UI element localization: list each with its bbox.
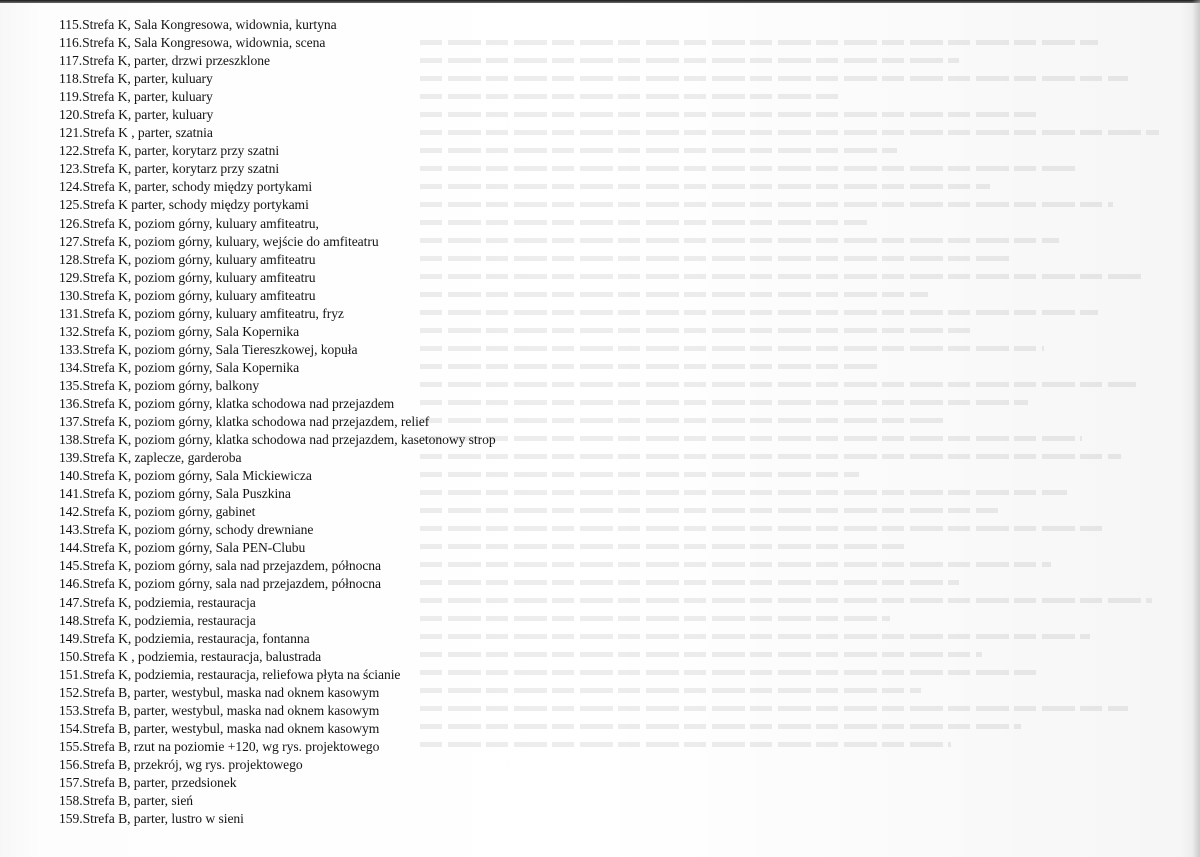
list-item: 119.Strefa K, parter, kuluary (59, 89, 213, 105)
list-item: 152.Strefa B, parter, westybul, maska nad oknem kasowym (59, 684, 380, 700)
bleed-through-line (420, 382, 1136, 387)
bleed-through-line (420, 706, 1128, 711)
list-item: 117.Strefa K, parter, drzwi przeszklone (59, 53, 271, 69)
list-item: 147.Strefa K, podziemia, restauracja (59, 594, 256, 610)
list-item: 128.Strefa K, poziom górny, kuluary amfiteatru (59, 251, 316, 267)
bleed-through-line (420, 346, 1044, 351)
bleed-through-line (420, 652, 982, 657)
bleed-through-line (420, 292, 928, 297)
list-item: 157.Strefa B, parter, przedsionek (59, 774, 237, 790)
bleed-through-line (420, 526, 1105, 531)
bleed-through-line (420, 310, 1098, 315)
bleed-through-line (420, 490, 1067, 495)
list-item: 120.Strefa K, parter, kuluary (59, 107, 214, 123)
bleed-through-line (420, 328, 974, 333)
list-item: 141.Strefa K, poziom górny, Sala Puszkina (59, 486, 291, 502)
list-item: 116.Strefa K, Sala Kongresowa, widownia, scena (59, 35, 326, 51)
list-item: 123.Strefa K, parter, korytarz przy szatni (59, 161, 280, 177)
bleed-through-line (420, 76, 1128, 81)
photo-index-list (59, 16, 496, 828)
bleed-through-line (420, 436, 1082, 441)
list-item: 138.Strefa K, poziom górny, klatka schodowa nad przejazdem, kasetonowy strop (59, 432, 496, 448)
bleed-through-line (420, 202, 1113, 207)
list-item: 121.Strefa K , parter, szatnia (59, 125, 213, 141)
bleed-through-texture (420, 40, 1190, 820)
list-item: 156.Strefa B, przekrój, wg rys. projektowego (59, 756, 303, 772)
bleed-through-line (420, 238, 1059, 243)
list-item: 146.Strefa K, poziom górny, sala nad przejazdem, północna (59, 576, 382, 592)
list-item: 122.Strefa K, parter, korytarz przy szatni (59, 143, 280, 159)
list-item: 136.Strefa K, poziom górny, klatka schodowa nad przejazdem (59, 395, 395, 411)
page-right-edge (1192, 0, 1200, 857)
list-item: 158.Strefa B, parter, sień (59, 793, 194, 809)
bleed-through-line (420, 634, 1090, 639)
list-item: 125.Strefa K parter, schody między portykami (59, 197, 309, 213)
bleed-through-line (420, 724, 1021, 729)
bleed-through-line (420, 454, 1121, 459)
bleed-through-line (420, 418, 944, 423)
list-item: 145.Strefa K, poziom górny, sala nad przejazdem, północna (59, 558, 382, 574)
list-item: 150.Strefa K , podziemia, restauracja, balustrada (59, 648, 322, 664)
list-item: 118.Strefa K, parter, kuluary (59, 71, 213, 87)
list-item: 130.Strefa K, poziom górny, kuluary amfiteatru (59, 287, 316, 303)
list-item: 144.Strefa K, poziom górny, Sala PEN-Clubu (59, 540, 306, 556)
bleed-through-line (420, 184, 990, 189)
list-item: 148.Strefa K, podziemia, restauracja (59, 612, 256, 628)
list-item: 139.Strefa K, zaplecze, garderoba (59, 450, 242, 466)
list-item: 155.Strefa B, rzut na poziomie +120, wg rys. projektowego (59, 738, 380, 754)
list-item: 149.Strefa K, podziemia, restauracja, fontanna (59, 630, 310, 646)
bleed-through-line (420, 112, 1036, 117)
list-item: 134.Strefa K, poziom górny, Sala Kopernika (59, 359, 300, 375)
bleed-through-line (420, 670, 1036, 675)
list-item: 154.Strefa B, parter, westybul, maska nad oknem kasowym (59, 720, 380, 736)
list-item: 153.Strefa B, parter, westybul, maska nad oknem kasowym (59, 702, 380, 718)
bleed-through-line (420, 166, 1075, 171)
bleed-through-line (420, 274, 1144, 279)
list-item: 135.Strefa K, poziom górny, balkony (59, 377, 260, 393)
list-item: 132.Strefa K, poziom górny, Sala Kopernika (59, 323, 300, 339)
page-top-edge (0, 0, 1200, 3)
list-item: 143.Strefa K, poziom górny, schody drewniane (59, 522, 314, 538)
bleed-through-line (420, 580, 959, 585)
bleed-through-line (420, 130, 1159, 135)
list-item: 124.Strefa K, parter, schody między portykami (59, 179, 313, 195)
list-item: 126.Strefa K, poziom górny, kuluary amfiteatru, (59, 215, 319, 231)
list-item: 140.Strefa K, poziom górny, Sala Mickiewicza (59, 468, 312, 484)
bleed-through-line (420, 256, 1013, 261)
list-item: 142.Strefa K, poziom górny, gabinet (59, 504, 256, 520)
bleed-through-line (420, 40, 1098, 45)
list-item: 137.Strefa K, poziom górny, klatka schodowa nad przejazdem, relief (59, 414, 430, 430)
bleed-through-line (420, 742, 951, 747)
bleed-through-line (420, 58, 959, 63)
bleed-through-line (420, 562, 1051, 567)
list-item: 131.Strefa K, poziom górny, kuluary amfiteatru, fryz (59, 305, 344, 321)
list-item: 129.Strefa K, poziom górny, kuluary amfiteatru (59, 269, 316, 285)
bleed-through-line (420, 400, 1028, 405)
bleed-through-line (420, 508, 998, 513)
list-item: 115.Strefa K, Sala Kongresowa, widownia, kurtyna (59, 17, 337, 32)
list-item: 151.Strefa K, podziemia, restauracja, reliefowa płyta na ścianie (59, 666, 401, 682)
bleed-through-line (420, 598, 1152, 603)
list-item: 127.Strefa K, poziom górny, kuluary, wejście do amfiteatru (59, 233, 379, 249)
list-item: 133.Strefa K, poziom górny, Sala Tiereszkowej, kopuła (59, 341, 358, 357)
list-item: 159.Strefa B, parter, lustro w sieni (59, 811, 244, 827)
